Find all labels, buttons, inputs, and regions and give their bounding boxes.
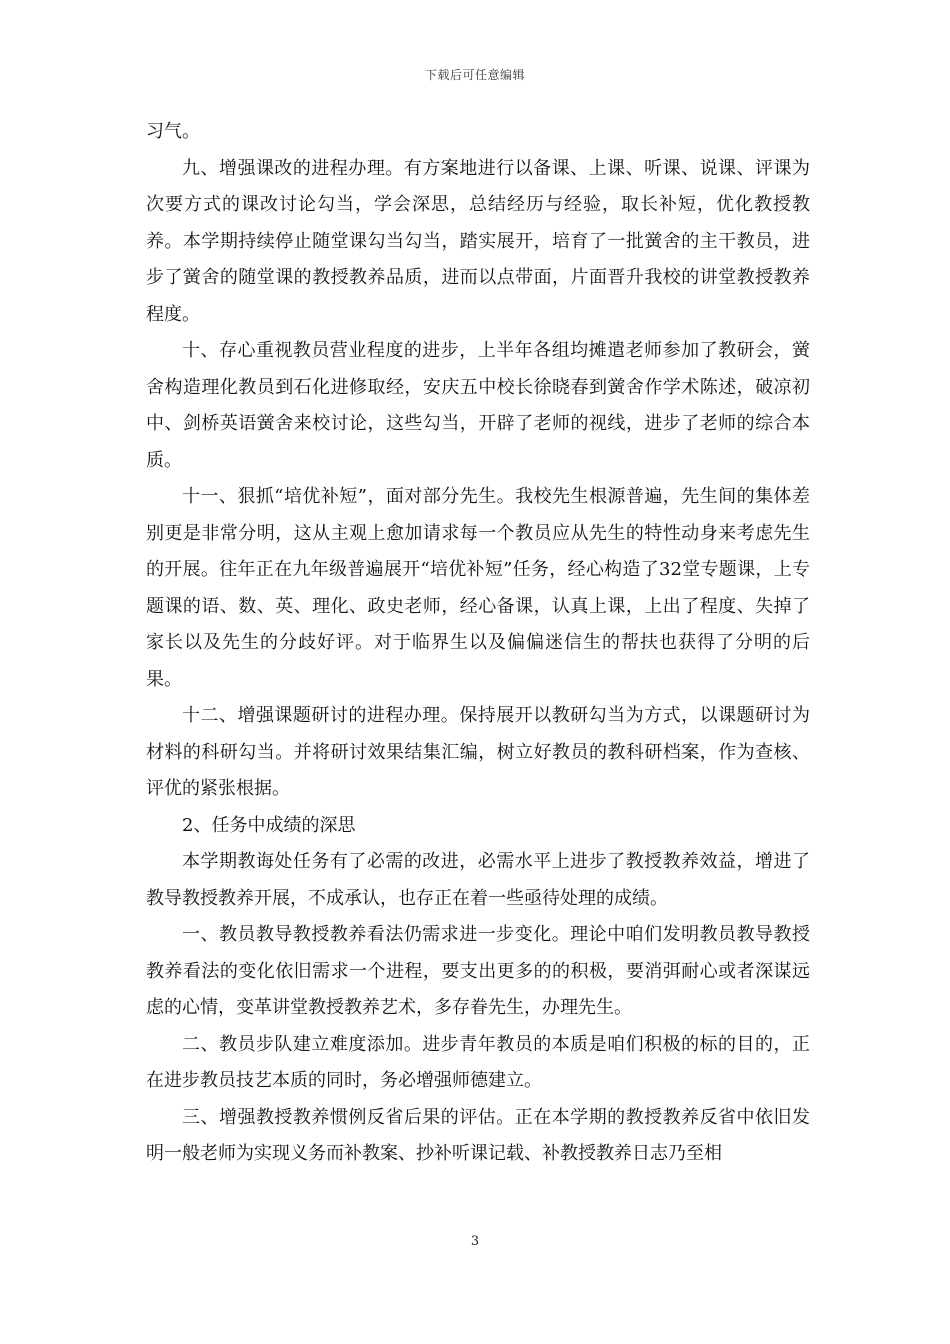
paragraph: 九、增强课改的进程办理。有方案地进行以备课、上课、听课、说课、评课为次要方式的课改讨论勾当，学会深思，总结经历与经验，取长补短，优化教授教养。本学期持续停止随堂课勾当勾当，踏实展开，培育了一批黉舍的主干教员，进步了黉舍的随堂课的教授教养品质，进而以点带面，片面晋升我校的讲堂教授教养程度。 <box>146 157 810 325</box>
paragraph: 二、教员步队建立难度添加。进步青年教员的本质是咱们积极的标的目的，正在进步教员技艺本质的同时，务必增强师德建立。 <box>146 1033 810 1091</box>
section-heading: 2、任务中成绩的深思 <box>182 814 356 836</box>
paragraph: 习气。 <box>146 121 200 142</box>
paragraph: 三、增强教授教养惯例反省后果的评估。正在本学期的教授教养反省中依旧发明一般老师为实现义务而补教案、抄补听课记载、补教授教养日志乃至相 <box>146 1106 810 1164</box>
page-header: 下载后可任意编辑 <box>424 68 525 82</box>
paragraph: 本学期教诲处任务有了必需的改进，必需水平上进步了教授教养效益，增进了教导教授教养开展，不成承认，也存正在着一些亟待处理的成绩。 <box>146 851 810 909</box>
paragraph: 十一、狠抓“培优补短”，面对部分先生。我校先生根源普遍，先生间的集体差别更是非常分明，这从主观上愈加请求每一个教员应从先生的特性动身来考虑先生的开展。往年正在九年级普遍展开“培优补短”任务，经心构造了32堂专题课，上专题课的语、数、英、理化、政史老师，经心备课，认真上课，上出了程度、失掉了家长以及先生的分歧好评。对于临界生以及偏偏迷信生的帮扶也获得了分明的后果。 <box>146 486 810 690</box>
paragraph: 一、教员教导教授教养看法仍需求进一步变化。理论中咱们发明教员教导教授教养看法的变化依旧需求一个进程，要支出更多的的积极，要消弭耐心或者深谋远虑的心情，变革讲堂教授教养艺术，多存眷先生，办理先生。 <box>146 924 810 1018</box>
document-body <box>146 114 810 1173</box>
paragraph: 十二、增强课题研讨的进程办理。保持展开以教研勾当为方式，以课题研讨为材料的科研勾当。并将研讨效果结集汇编，树立好教员的教科研档案，作为查核、评优的紧张根据。 <box>146 705 810 799</box>
page-number: 3 <box>470 1234 480 1249</box>
paragraph: 十、存心重视教员营业程度的进步，上半年各组均摊遣老师参加了教研会，黉舍构造理化教员到石化进修取经，安庆五中校长徐晓春到黉舍作学术陈述，破凉初中、剑桥英语黉舍来校讨论，这些勾当，开辟了老师的视线，进步了老师的综合本质。 <box>146 340 810 471</box>
